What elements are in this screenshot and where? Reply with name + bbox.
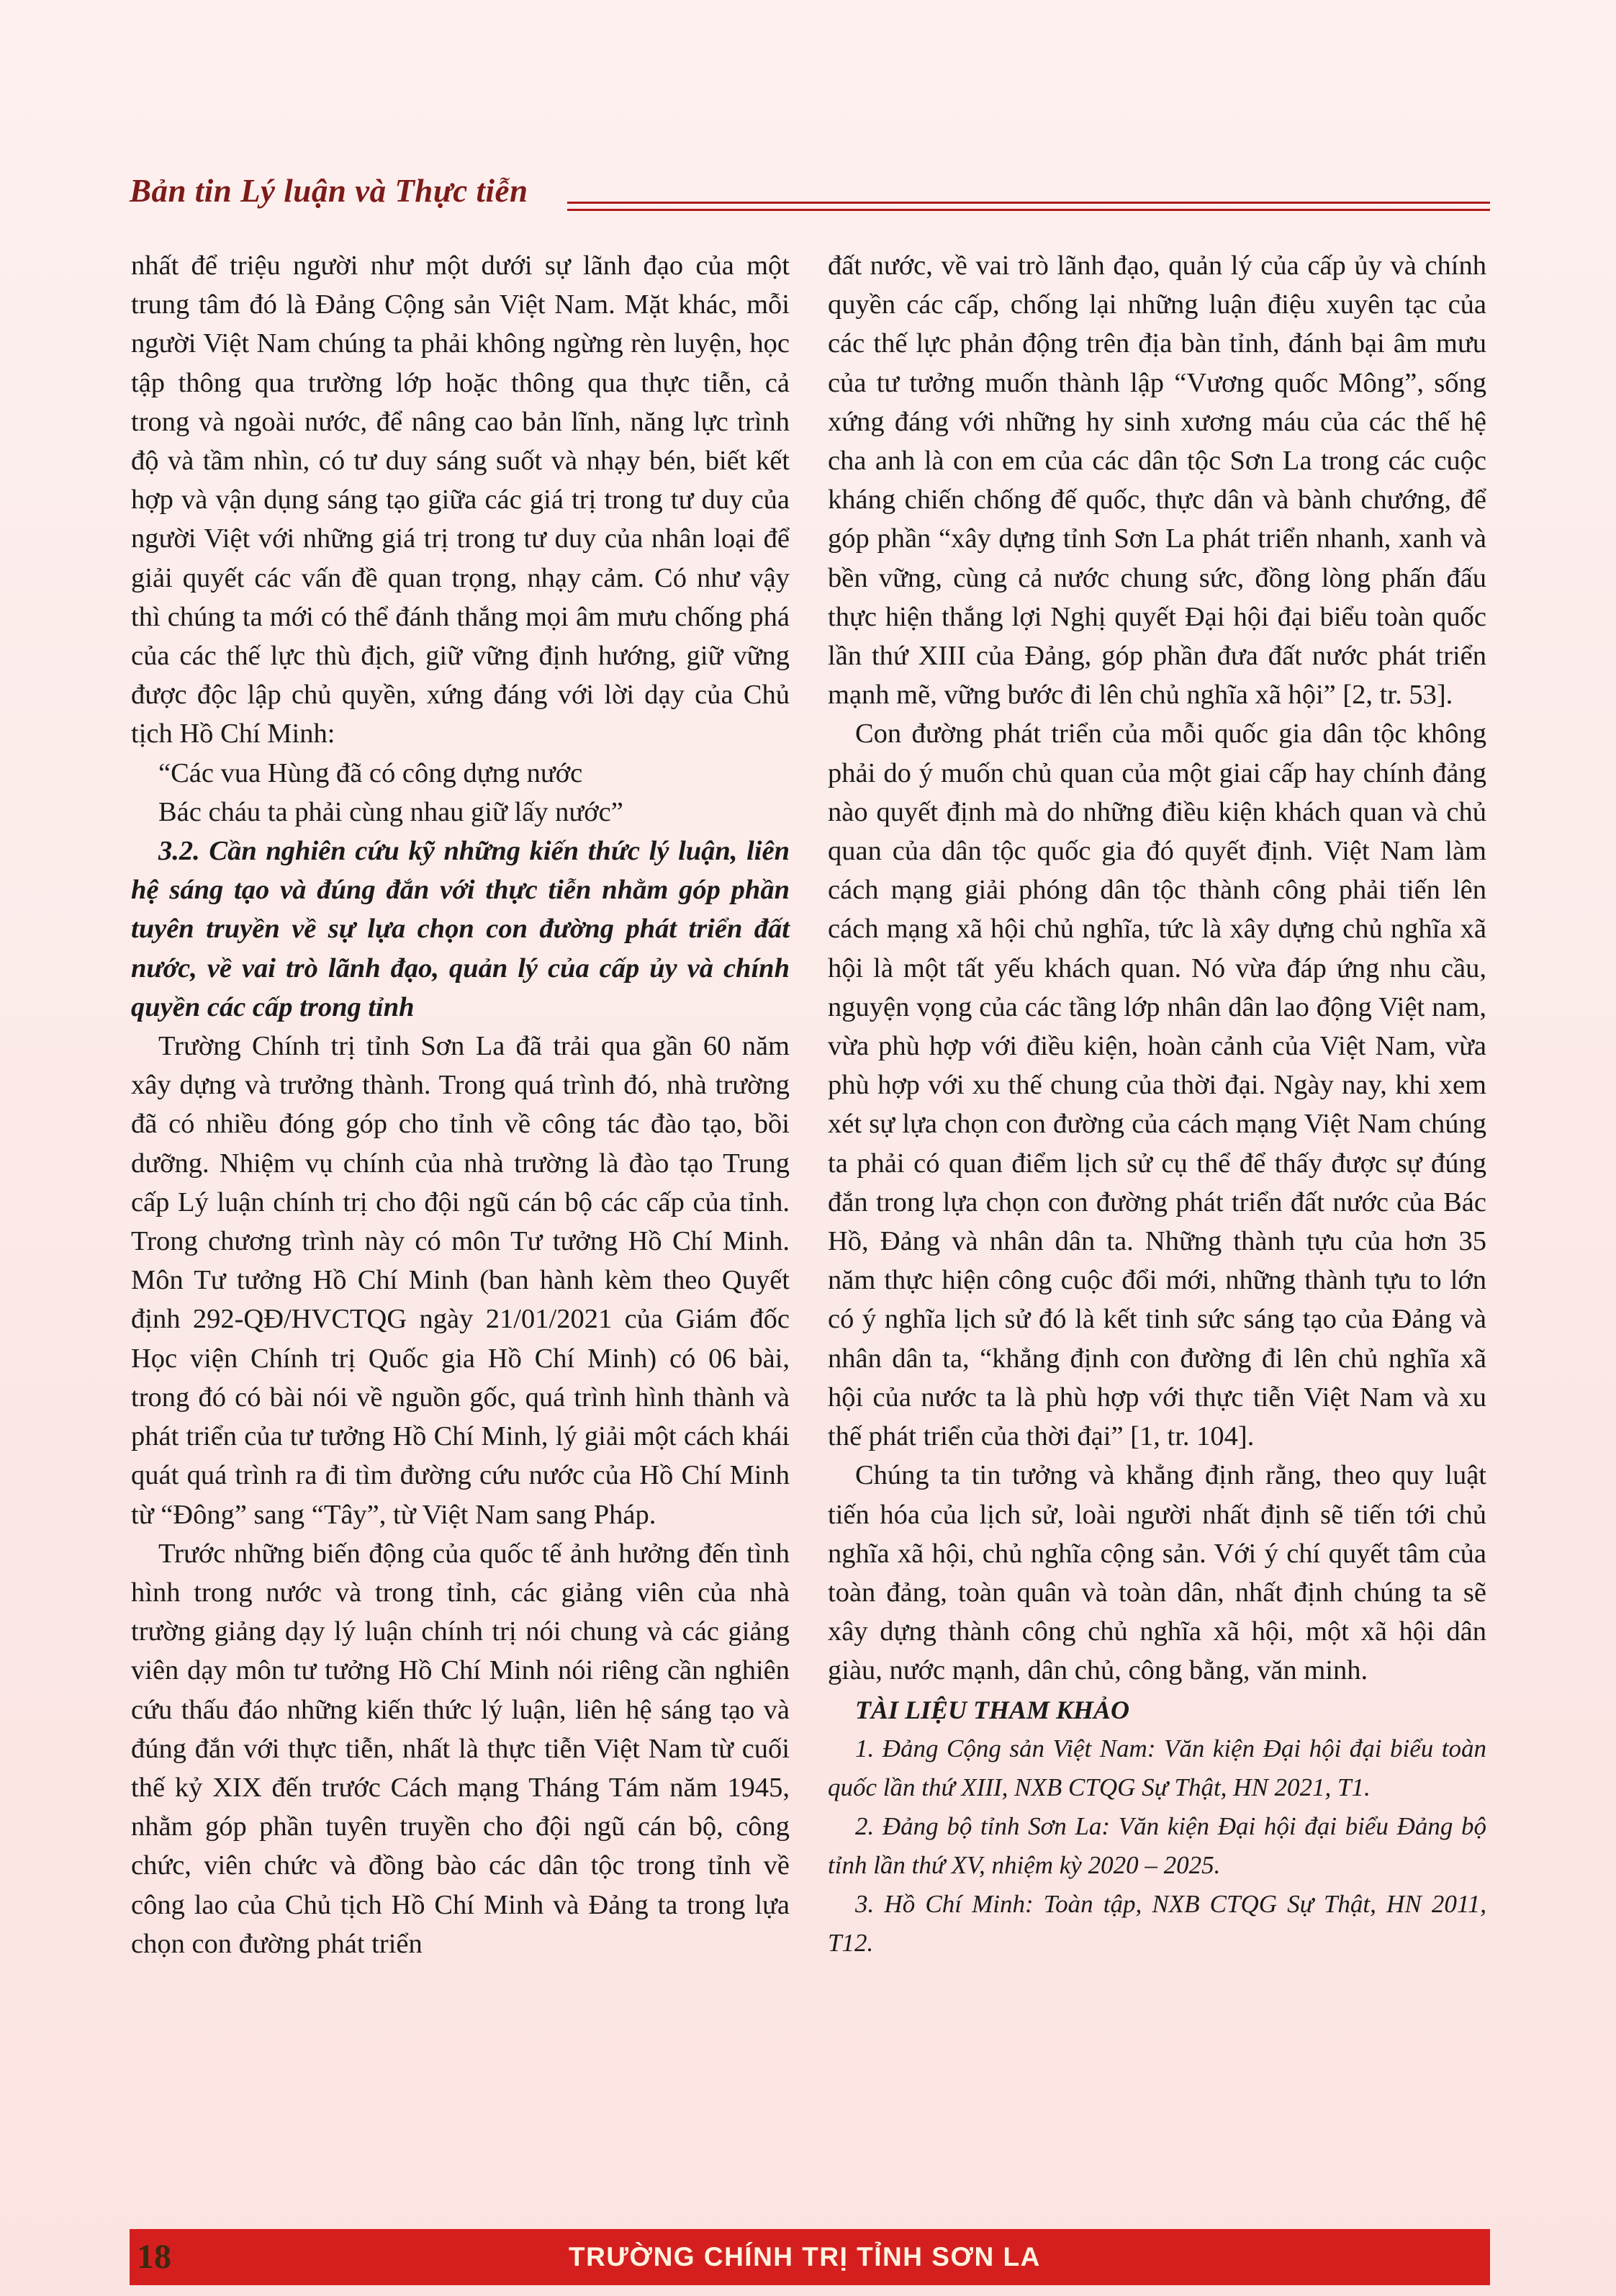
reference-item-3: 3. Hồ Chí Minh: Toàn tập, NXB CTQG Sự Thật, HN 2011, T12. [828, 1889, 1486, 1957]
left-paragraph-3: Trước những biến động của quốc tế ảnh hưởng đến tình hình trong nước và trong tỉnh, các giảng viên của nhà trường giảng dạy lý luận chính trị nói chung và các giảng viên dạy môn tư tưởng Hồ Chí Minh nói riêng cần nghiên cứu thấu đáo những kiến thức lý luận, liên hệ sáng tạo và đúng đắn với thực tiễn, nhất là thực tiễn Việt Nam từ cuối thế kỷ XIX đến trước Cách mạng Tháng Tám năm 1945, nhằm góp phần tuyên truyền cho đội ngũ cán bộ, công chức, viên chức và đồng bào các dân tộc trong tỉnh về công lao của Chủ tịch Hồ Chí Minh và Đảng ta trong lựa chọn con đường phát triển [131, 1538, 790, 1959]
reference-item-2: 2. Đảng bộ tỉnh Sơn La: Văn kiện Đại hội đại biểu Đảng bộ tỉnh lần thứ XV, nhiệm kỳ 2020 – 2025. [828, 1811, 1486, 1879]
left-paragraph-1: nhất để triệu người như một dưới sự lãnh đạo của một trung tâm đó là Đảng Cộng sản Việt Nam. Mặt khác, mỗi người Việt Nam chúng ta phải không ngừng rèn luyện, học tập thông qua trường lớp hoặc thông qua thực tiễn, cả trong và ngoài nước, để nâng cao bản lĩnh, năng lực trình độ và tầm nhìn, có tư duy sáng suốt và nhạy bén, biết kết hợp và vận dụng sáng tạo giữa các giá trị trong tư duy của người Việt với những giá trị trong tư duy của nhân loại để giải quyết các vấn đề quan trọng, nhạy cảm. Có như vậy thì chúng ta mới có thể đánh thắng mọi âm mưu chống phá của các thế lực thù địch, giữ vững định hướng, giữ vững được độc lập chủ quyền, xứng đáng với lời dạy của Chủ tịch Hồ Chí Minh: [131, 251, 790, 749]
verse-line-2: Bác cháu ta phải cùng nhau giữ lấy nước” [158, 796, 623, 827]
verse-line-1: “Các vua Hùng đã có công dựng nước [158, 757, 583, 788]
right-paragraph-3: Chúng ta tin tưởng và khẳng định rằng, theo quy luật tiến hóa của lịch sử, loài người nhất định sẽ tiến tới chủ nghĩa xã hội, chủ nghĩa cộng sản. Với ý chí quyết tâm của toàn đảng, toàn quân và toàn dân, nhất định chúng ta sẽ xây dựng thành công chủ nghĩa xã hội, một xã hội dân giàu, nước mạnh, dân chủ, công bằng, văn minh. [828, 1460, 1486, 1686]
references-heading: TÀI LIỆU THAM KHẢO [855, 1695, 1130, 1724]
left-column [131, 246, 790, 1963]
reference-item-1: 1. Đảng Cộng sản Việt Nam: Văn kiện Đại hội đại biểu toàn quốc lần thứ XIII, NXB CTQG Sự Thật, HN 2021, T1. [828, 1734, 1486, 1801]
right-column [828, 246, 1486, 1963]
right-paragraph-2: Con đường phát triển của mỗi quốc gia dân tộc không phải do ý muốn chủ quan của một giai cấp hay chính đảng nào quyết định mà do những điều kiện khách quan và chủ quan của dân tộc quốc gia đó quyết định. Việt Nam làm cách mạng giải phóng dân tộc thành công phải tiến lên cách mạng xã hội chủ nghĩa, tức là xây dựng chủ nghĩa xã hội là một tất yếu khách quan. Nó vừa đáp ứng nhu cầu, nguyện vọng của các tầng lớp nhân dân lao động Việt nam, vừa phù hợp với điều kiện, hoàn cảnh của Việt Nam, vừa phù hợp với xu thế chung của thời đại. Ngày nay, khi xem xét sự lựa chọn con đường của cách mạng Việt Nam chúng ta phải có quan điểm lịch sử cụ thể để thấy được sự đúng đắn trong lựa chọn con đường phát triển đất nước của Bác Hồ, Đảng và nhân dân ta. Những thành tựu của hơn 35 năm thực hiện công cuộc đổi mới, những thành tựu to lớn có ý nghĩa lịch sử đó là kết tinh sức sáng tạo của Đảng và nhân dân ta, “khẳng định con đường đi lên chủ nghĩa xã hội của nước ta là phù hợp với thực tiễn Việt Nam và xu thế phát triển của thời đại” [1, tr. 104]. [828, 719, 1486, 1452]
left-paragraph-2: Trường Chính trị tỉnh Sơn La đã trải qua gần 60 năm xây dựng và trưởng thành. Trong quá trình đó, nhà trường đã có nhiều đóng góp cho tỉnh về công tác đào tạo, bồi dưỡng. Nhiệm vụ chính của nhà trường là đào tạo Trung cấp Lý luận chính trị cho đội ngũ cán bộ các cấp của tỉnh. Trong chương trình này có môn Tư tưởng Hồ Chí Minh. Môn Tư tưởng Hồ Chí Minh (ban hành kèm theo Quyết định 292-QĐ/HVCTQG ngày 21/01/2021 của Giám đốc Học viện Chính trị Quốc gia Hồ Chí Minh) có 06 bài, trong đó có bài nói về nguồn gốc, quá trình hình thành và phát triển của tư tưởng Hồ Chí Minh, lý giải một cách khái quát quá trình ra đi tìm đường cứu nước của Hồ Chí Minh từ “Đông” sang “Tây”, từ Việt Nam sang Pháp. [131, 1031, 790, 1530]
page-footer [130, 2229, 1490, 2285]
footer-title: TRƯỜNG CHÍNH TRỊ TỈNH SƠN LA [569, 2242, 1041, 2272]
section-subheading: 3.2. Cần nghiên cứu kỹ những kiến thức lý luận, liên hệ sáng tạo và đúng đắn với thực tiễn nhằm góp phần tuyên truyền về sự lựa chọn con đường phát triển đất nước, về vai trò lãnh đạo, quản lý của cấp ủy và chính quyền các cấp trong tỉnh [131, 836, 790, 1022]
page-header [130, 169, 1490, 212]
right-paragraph-1: đất nước, về vai trò lãnh đạo, quản lý của cấp ủy và chính quyền các cấp, chống lại những luận điệu xuyên tạc của các thế lực phản động trên địa bàn tỉnh, đánh bại âm mưu của tư tưởng muốn thành lập “Vương quốc Mông”, sống xứng đáng với những hy sinh xương máu của các thế hệ cha anh là con em của các dân tộc Sơn La trong các cuộc kháng chiến chống đế quốc, thực dân và bành chướng, để góp phần “xây dựng tỉnh Sơn La phát triển nhanh, xanh và bền vững, cùng cả nước chung sức, đồng lòng phấn đấu thực hiện thắng lợi Nghị quyết Đại hội đại biểu toàn quốc lần thứ XIII của Đảng, góp phần đưa đất nước phát triển mạnh mẽ, vững bước đi lên chủ nghĩa xã hội” [2, tr. 53]. [828, 251, 1486, 711]
header-rule-bottom [567, 209, 1490, 211]
header-rule-top [567, 202, 1490, 204]
page-number: 18 [137, 2238, 171, 2276]
header-title: Bản tin Lý luận và Thực tiễn [130, 173, 528, 209]
